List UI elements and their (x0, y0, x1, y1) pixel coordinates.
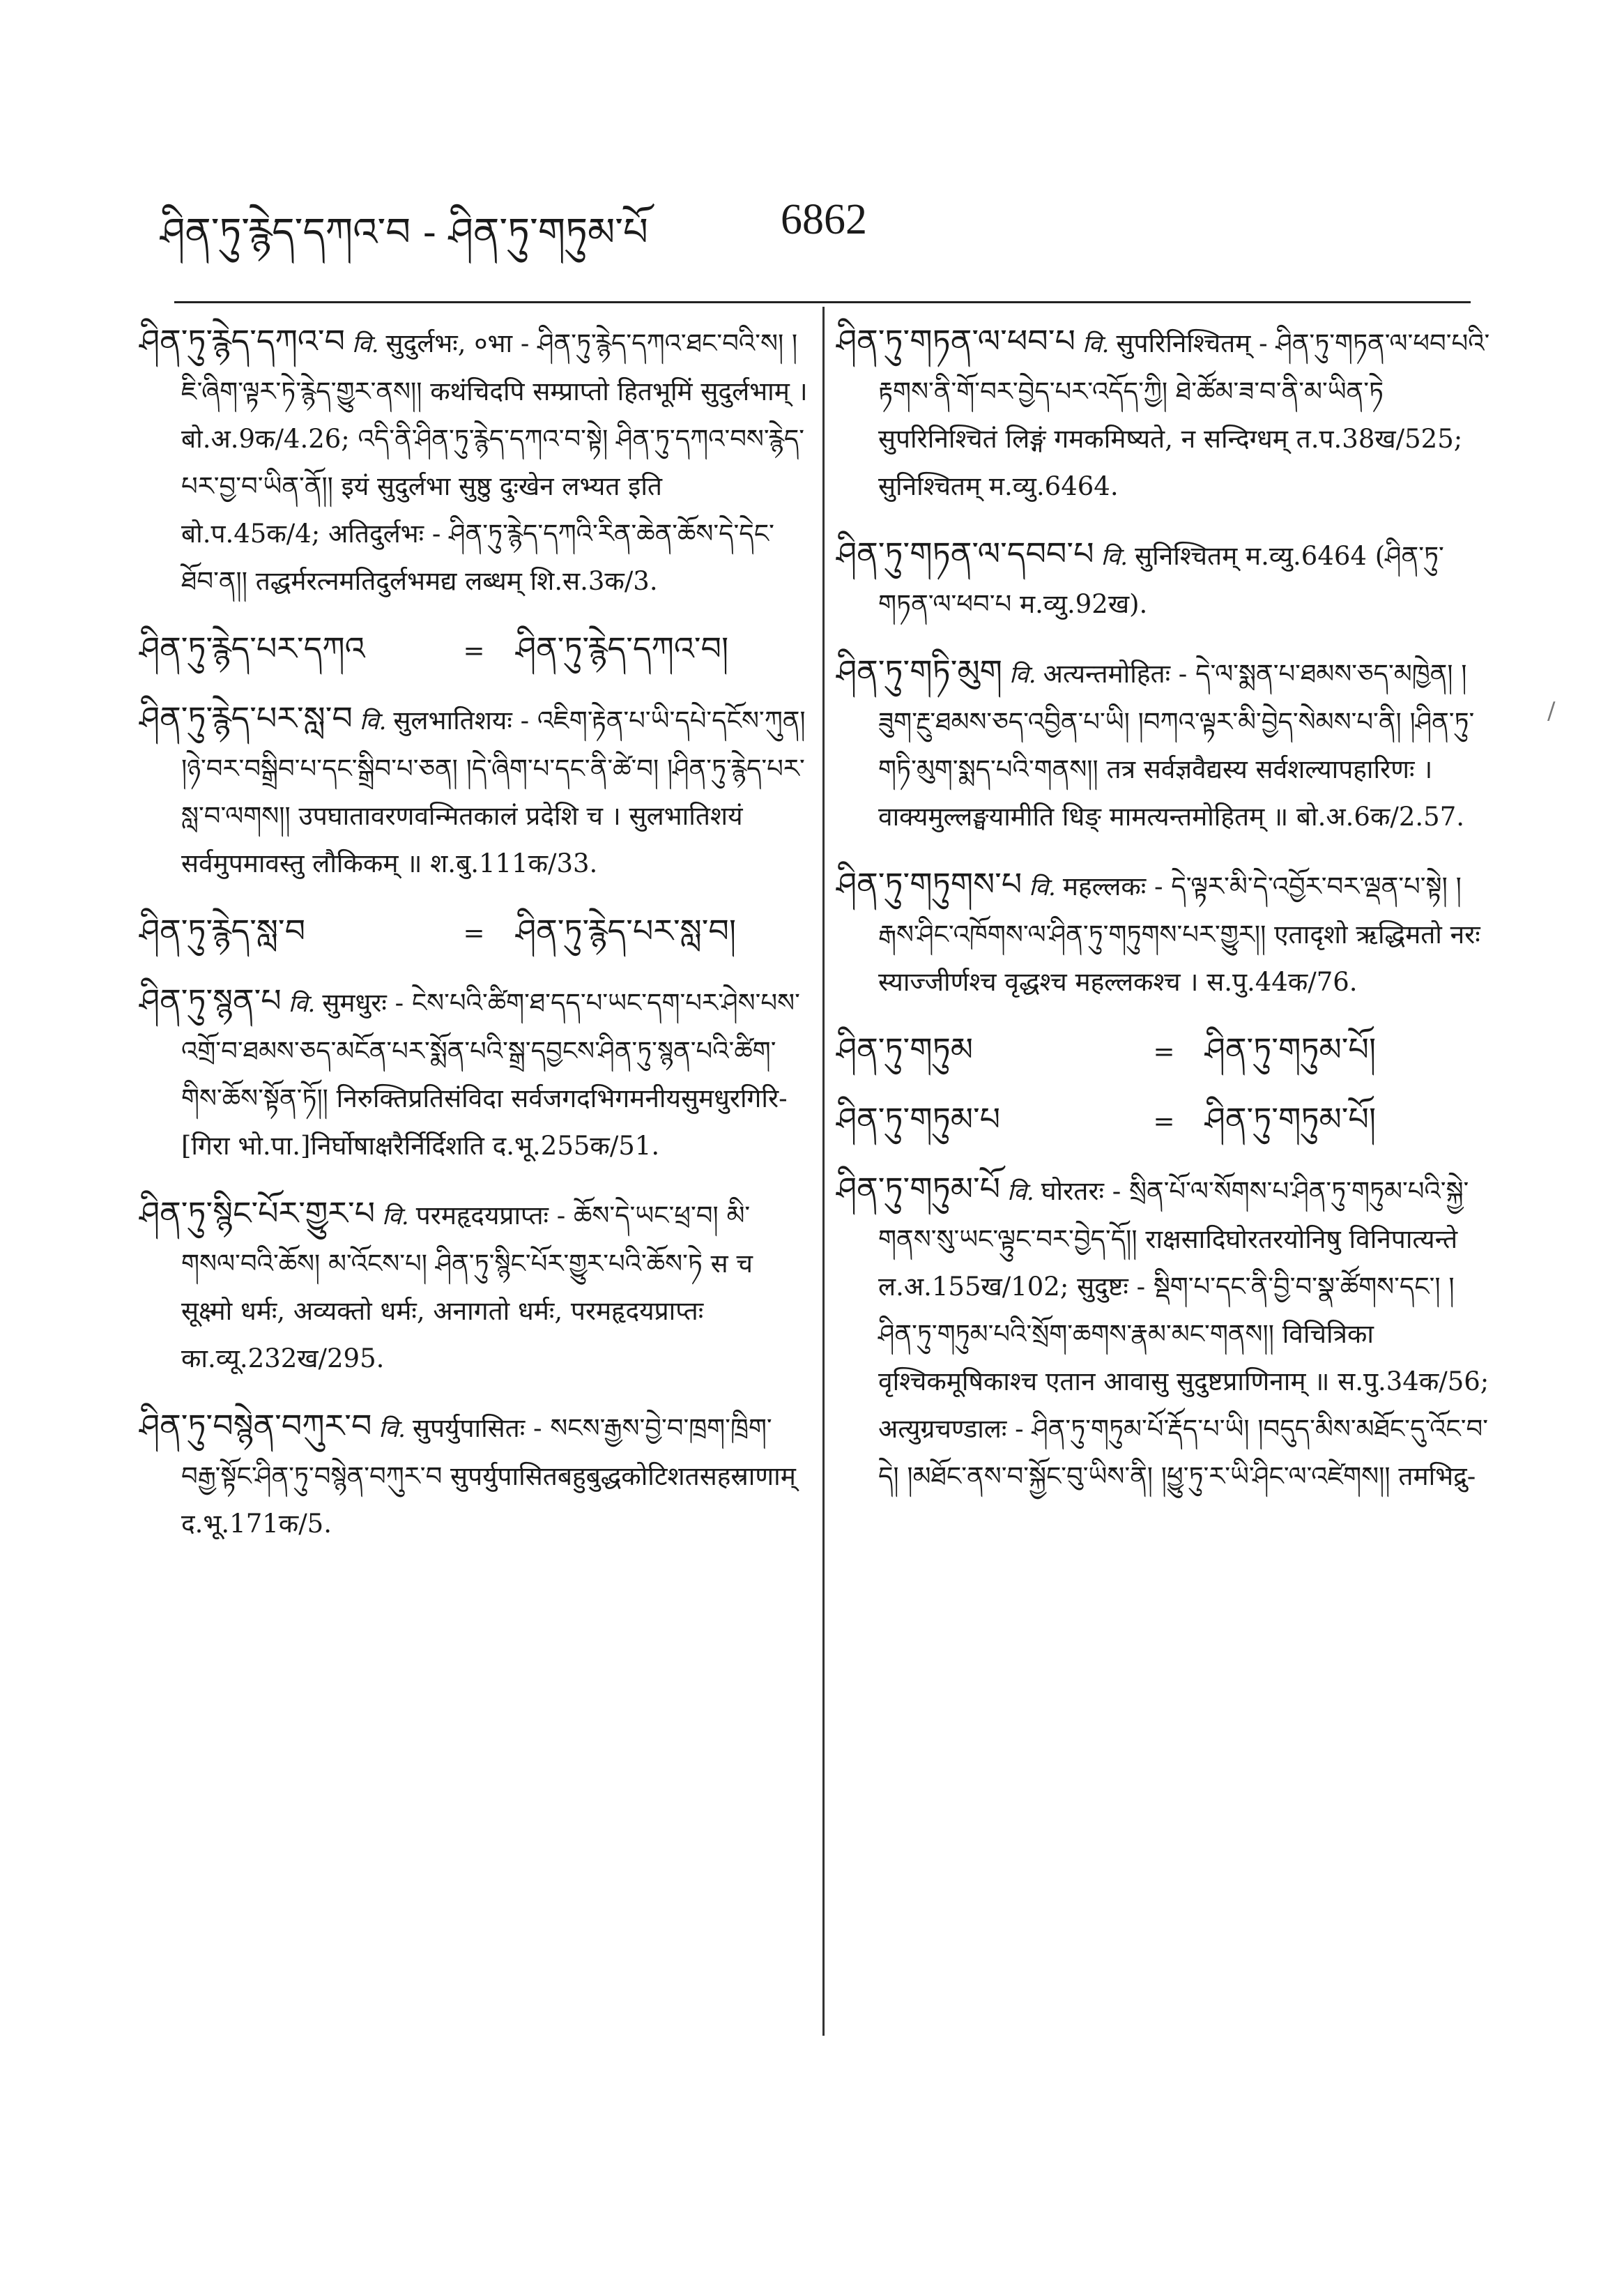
grammar-label: वि. (352, 330, 379, 358)
header-rule (174, 301, 1471, 303)
headword: ཤིན་ཏུ་བསྙེན་བཀུར་བ (139, 1407, 372, 1445)
grammar-label: वि. (1101, 543, 1128, 571)
grammar-label: वि. (1082, 330, 1110, 358)
grammar-label: वि. (382, 1203, 409, 1230)
right-column (836, 317, 1492, 1520)
dictionary-entry (139, 694, 809, 887)
dictionary-entry (139, 977, 809, 1170)
definition-text: सुनिश्चितम् म.व्यु.6464 (ཤིན་ཏུ་གཏན་ལ་ཕབ་པ म.व्यु.92ख). (878, 541, 1444, 619)
headword: ཤིན་ཏུ་རྙེད་སླ་བ (139, 912, 306, 950)
headword: ཤིན་ཏུ་གཏུམ་པོ (836, 1170, 1001, 1207)
headword: ཤིན་ཏུ་གཏན་ལ་དབབ་པ (836, 535, 1094, 572)
definition-text: सुमधुरः - ངེས་པའི་ཚིག་ཐ་དད་པ་ཡང་དག་པར་ཤེས་པས་འགྲོ་བ་ཐམས་ཅད་མངོན་པར་སྨོན་པའི་སྒྲ་དབྱངས་ཤིན་ཏུ་སྙན་པའི་ཚིག་གིས་ཆོས་སྟོན་ཏོ།། निरुक्तिप्रतिसंविदा सर्वजगदभिगमनीयसुमधुरगिरि-[गिरा भो.पा.]निर्घोषाक्षरैर्निर्दिशति द.भू.255क/51. (181, 988, 800, 1161)
headword: ཤིན་ཏུ་རྙེད་པར་དཀའ (139, 630, 365, 667)
headword: ཤིན་ཏུ་གཏུམ (836, 1030, 974, 1068)
headword: ཤིན་ཏུ་གཏུམ་པ (836, 1100, 1001, 1138)
equals-sign: = (1153, 1106, 1175, 1136)
cross-reference-entry (139, 625, 809, 675)
dictionary-entry (139, 1402, 809, 1548)
headword: ཤིན་ཏུ་རྙེད་པར་སླ་བ (139, 699, 353, 737)
cross-reference-target: ཤིན་ཏུ་རྙེད་པར་སླ་བ། (516, 912, 737, 950)
grammar-label: वि. (1007, 1178, 1034, 1206)
column-divider (822, 307, 825, 2036)
headword: ཤིན་ཏུ་གཏན་ལ་ཕབ་པ (836, 322, 1075, 360)
dictionary-entry (836, 860, 1492, 1006)
cross-reference-entry (139, 907, 809, 957)
dictionary-entry (836, 1165, 1492, 1500)
definition-text: सुलभातिशयः - འཇིག་རྟེན་པ་ཡི་དཔེ་དངོས་ཀུན། །ཉེ་བར་བསྒྲིབ་པ་དང་སྒྲིབ་པ་ཅན། །དེ་ཞིག་པ་དང་ནི་ཚེ་བ། །ཤིན་ཏུ་རྙེད་པར་སླ་བ་ལགས།། उपघातावरणवन्मितकालं प्रदेशि च । सुलभातिशयं सर्वमुपमावस्तु लौकिकम् ॥ श.बु.111क/33. (181, 706, 806, 878)
cross-reference-entry (836, 1095, 1492, 1145)
running-head: ཤིན་ཏུ་རྙེད་དཀའ་བ - ཤིན་ཏུ་གཏུམ་པོ (160, 210, 648, 255)
headword: ཤིན་ཏུ་གཏུགས་པ (836, 865, 1022, 903)
definition-text: सुपर्युपासितः - སངས་རྒྱས་བྱེ་བ་ཁྲག་ཁྲིག་བརྒྱ་སྟོང་ཤིན་ཏུ་བསྙེན་བཀུར་བ सुपर्युपासितबहुबुद्धकोटिशतसहस्राणाम् द.भू.171क/5. (181, 1413, 796, 1539)
definition-text: परमहृदयप्राप्तः - ཆོས་དེ་ཡང་ཕྲ་བ། མི་གསལ་བའི་ཆོས། མ་འོངས་པ། ཤིན་ཏུ་སྙིང་པོར་གྱུར་པའི་ཆོས་ཏེ स च सूक्ष्मो धर्मः, अव्यक्तो धर्मः, अनागतो धर्मः, परमहृदयप्राप्तः का.व्यू.232ख/295. (181, 1201, 753, 1373)
cross-reference-entry (836, 1026, 1492, 1076)
grammar-label: वि. (1029, 874, 1056, 901)
grammar-label: वि. (378, 1415, 406, 1443)
grammar-label: वि. (1009, 661, 1036, 689)
definition-text: अत्यन्तमोहितः - དེ་ལ་སྨན་པ་ཐམས་ཅད་མཁྱེན། །ཟུག་རྔུ་ཐམས་ཅད་འབྱིན་པ་ཡི། །བཀའ་ལྟར་མི་བྱེད་སེམས་པ་ནི། །ཤིན་ཏུ་གཏི་མུག་སྨད་པའི་གནས།། तत्र सर्वज्ञवैद्यस्य सर्वशल्यापहारिणः । वाक्यमुल्लङ्घयामीति धिङ् मामत्यन्तमोहितम् ॥ बो.अ.6क/2.57. (878, 659, 1475, 832)
equals-sign: = (463, 918, 485, 948)
dictionary-entry (139, 317, 809, 605)
cross-reference-target: ཤིན་ཏུ་གཏུམ་པོ། (1204, 1030, 1377, 1068)
equals-sign: = (463, 636, 485, 666)
headword: ཤིན་ཏུ་གཏི་མུག (836, 653, 1003, 690)
headword: ཤིན་ཏུ་སྙན་པ (139, 982, 282, 1019)
dictionary-entry (836, 648, 1492, 841)
dictionary-entry (139, 1189, 809, 1382)
definition-text: घोरतरः - སྲིན་པོ་ལ་སོགས་པ་ཤིན་ཏུ་གཏུམ་པའི་སྐྱེ་གནས་སུ་ཡང་ལྟུང་བར་བྱེད་དོ།། राक्षसादिघोरतरयोनिषु विनिपात्यन्ते ल.अ.155ख/102; सुदुष्टः - སྡིག་པ་དང་ནི་བྱི་བ་སྣ་ཚོགས་དང་། །ཤིན་ཏུ་གཏུམ་པའི་སྲོག་ཆགས་རྣམ་མང་གནས།། विचित्रिका वृश्चिकमूषिकाश्च एतान आवासु सुदुष्टप्राणिनाम् ॥ स.पु.34क/56; अत्युग्रचण्डालः - ཤིན་ཏུ་གཏུམ་པོ་རྡོད་པ་ཡི། །བདུད་མིས་མཐོང་དུ་འོང་བ་དེ། །མཐོང་ནས་བ་སྐྱོང་བུ་ཡིས་ནི། །ཕྱུ་ཏུ་ར་ཡི་ཤིང་ལ་འཛེགས།། तमभिद्रु- (878, 1176, 1489, 1491)
page-number: 6862 (781, 196, 867, 243)
grammar-label: वि. (359, 708, 387, 736)
cross-reference-target: ཤིན་ཏུ་གཏུམ་པོ། (1204, 1100, 1377, 1138)
equals-sign: = (1153, 1037, 1175, 1067)
dictionary-entry (836, 317, 1492, 510)
definition-text: सुदुर्लभः, ०भा - ཤིན་ཏུ་རྙེད་དཀའ་ཐང་བའི་ས། །ཇི་ཞིག་ལྟར་ཏེ་རྙེད་གྱུར་ནས།། कथंचिदपि सम्प्राप्तो हितभूमिं सुदुर्लभाम् । बो.अ.9क/4.26; འདི་ནི་ཤིན་ཏུ་རྙེད་དཀའ་བ་སྟེ། ཤིན་ཏུ་དཀའ་བས་རྙེད་པར་བྱ་བ་ཡིན་ནོ།། इयं सुदुर्लभा सुष्ठु दुःखेन लभ्यत इति बो.प.45क/4; अतिदुर्लभः - ཤིན་ཏུ་རྙེད་དཀའི་རིན་ཆེན་ཆོས་དེ་དེང་ཐོབ་ན།། तद्धर्मरत्नमतिदुर्लभमद्य लब्धम् शि.स.3क/3. (181, 328, 808, 596)
cross-reference-target: ཤིན་ཏུ་རྙེད་དཀའ་བ། (516, 630, 729, 667)
left-column (139, 317, 809, 1567)
dictionary-entry (836, 530, 1492, 628)
definition-text: सुपरिनिश्चितम् - ཤིན་ཏུ་གཏན་ལ་ཕབ་པའི་རྟགས་ནི་གོ་བར་བྱེད་པར་འདོད་ཀྱི། ཐེ་ཚོམ་ཟ་བ་ནི་མ་ཡིན་ཏེ सुपरिनिश्चितं लिङ्गं गमकमिष्यते, न सन्दिग्धम् त.प.38ख/525; सुनिश्चितम् म.व्यु.6464. (878, 328, 1490, 501)
page-header (160, 181, 1471, 265)
definition-text: महल्लकः - དེ་ལྟར་མི་དེ་འབྱོར་བར་ལྡན་པ་སྟེ། །རྒས་ཤིང་འཁོགས་ལ་ཤིན་ཏུ་གཏུགས་པར་གྱུར།། एतादृशो ऋद्धिमतो नरः स्याज्जीर्णश्च वृद्धश्च महल्लकश्च । स.पु.44क/76. (878, 871, 1480, 997)
margin-mark: / (1547, 697, 1556, 725)
headword: ཤིན་ཏུ་སྙིང་པོར་གྱུར་པ (139, 1194, 376, 1232)
grammar-label: वि. (288, 990, 316, 1018)
headword: ཤིན་ཏུ་རྙེད་དཀའ་བ (139, 322, 345, 360)
